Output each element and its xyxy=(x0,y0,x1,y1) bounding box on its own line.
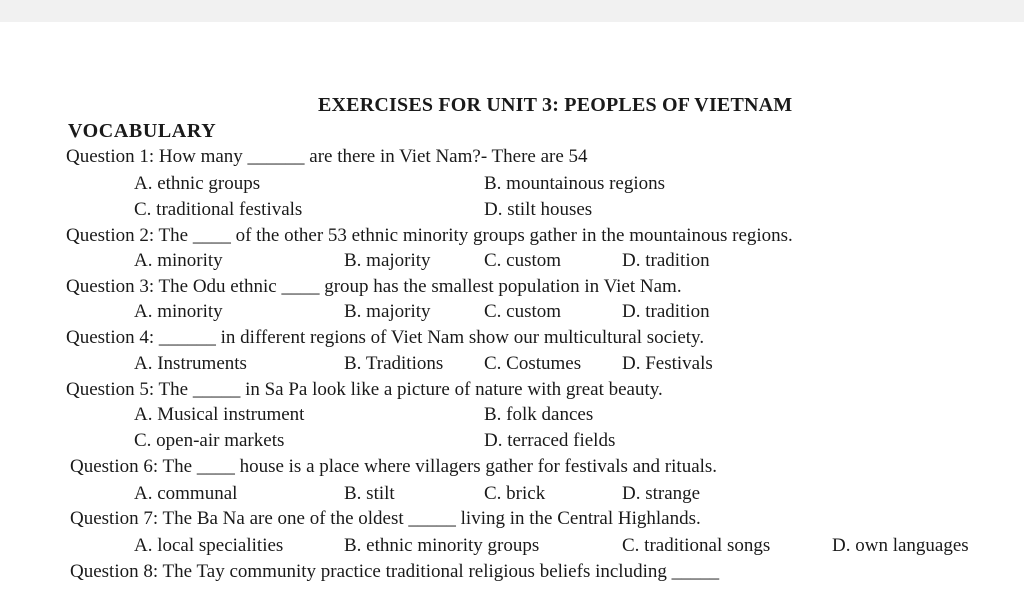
question-5-option-c: C. open-air markets xyxy=(134,430,285,451)
question-3-option-a: A. minority xyxy=(134,301,223,322)
question-1-option-b: B. mountainous regions xyxy=(484,173,666,194)
question-4-option-d: D. Festivals xyxy=(622,353,713,374)
question-5-option-d: D. terraced fields xyxy=(484,430,616,451)
question-4-option-b: B. Traditions xyxy=(344,353,444,374)
top-margin-band xyxy=(0,0,1024,22)
question-6-option-d: D. strange xyxy=(622,483,701,504)
question-1-option-d: D. stilt houses xyxy=(484,199,593,220)
section-heading: VOCABULARY xyxy=(68,120,217,142)
question-5-option-a: A. Musical instrument xyxy=(134,404,305,425)
question-2-text: Question 2: The ____ of the other 53 ethnic minority groups gather in the mountainous regions. xyxy=(66,225,793,246)
question-2-option-d: D. tradition xyxy=(622,250,710,271)
question-7-text: Question 7: The Ba Na are one of the oldest _____ living in the Central Highlands. xyxy=(70,508,701,529)
question-7-option-d: D. own languages xyxy=(832,535,969,556)
question-2-option-c: C. custom xyxy=(484,250,562,271)
question-3-text: Question 3: The Odu ethnic ____ group has the smallest population in Viet Nam. xyxy=(66,276,682,297)
question-3-option-b: B. majority xyxy=(344,301,431,322)
question-1-option-a: A. ethnic groups xyxy=(134,173,261,194)
question-7-option-b: B. ethnic minority groups xyxy=(344,535,540,556)
question-7-option-c: C. traditional songs xyxy=(622,535,771,556)
question-6-text: Question 6: The ____ house is a place where villagers gather for festivals and rituals. xyxy=(70,456,718,477)
question-2-option-a: A. minority xyxy=(134,250,223,271)
question-5-option-b: B. folk dances xyxy=(484,404,594,425)
question-6-option-a: A. communal xyxy=(134,483,238,504)
question-4-option-a: A. Instruments xyxy=(134,353,247,374)
question-1-text: Question 1: How many ______ are there in Viet Nam?- There are 54 xyxy=(66,146,588,167)
question-4-option-c: C. Costumes xyxy=(484,353,582,374)
question-4-text: Question 4: ______ in different regions of Viet Nam show our multicultural society. xyxy=(66,327,705,348)
question-8-text: Question 8: The Tay community practice traditional religious beliefs including _____ xyxy=(70,561,720,582)
question-3-option-c: C. custom xyxy=(484,301,562,322)
question-1-option-c: C. traditional festivals xyxy=(134,199,303,220)
question-6-option-c: C. brick xyxy=(484,483,546,504)
question-3-option-d: D. tradition xyxy=(622,301,710,322)
document-title: EXERCISES FOR UNIT 3: PEOPLES OF VIETNAM xyxy=(318,94,793,116)
question-2-option-b: B. majority xyxy=(344,250,431,271)
question-7-option-a: A. local specialities xyxy=(134,535,284,556)
question-6-option-b: B. stilt xyxy=(344,483,395,504)
question-5-text: Question 5: The _____ in Sa Pa look like a picture of nature with great beauty. xyxy=(66,379,663,400)
